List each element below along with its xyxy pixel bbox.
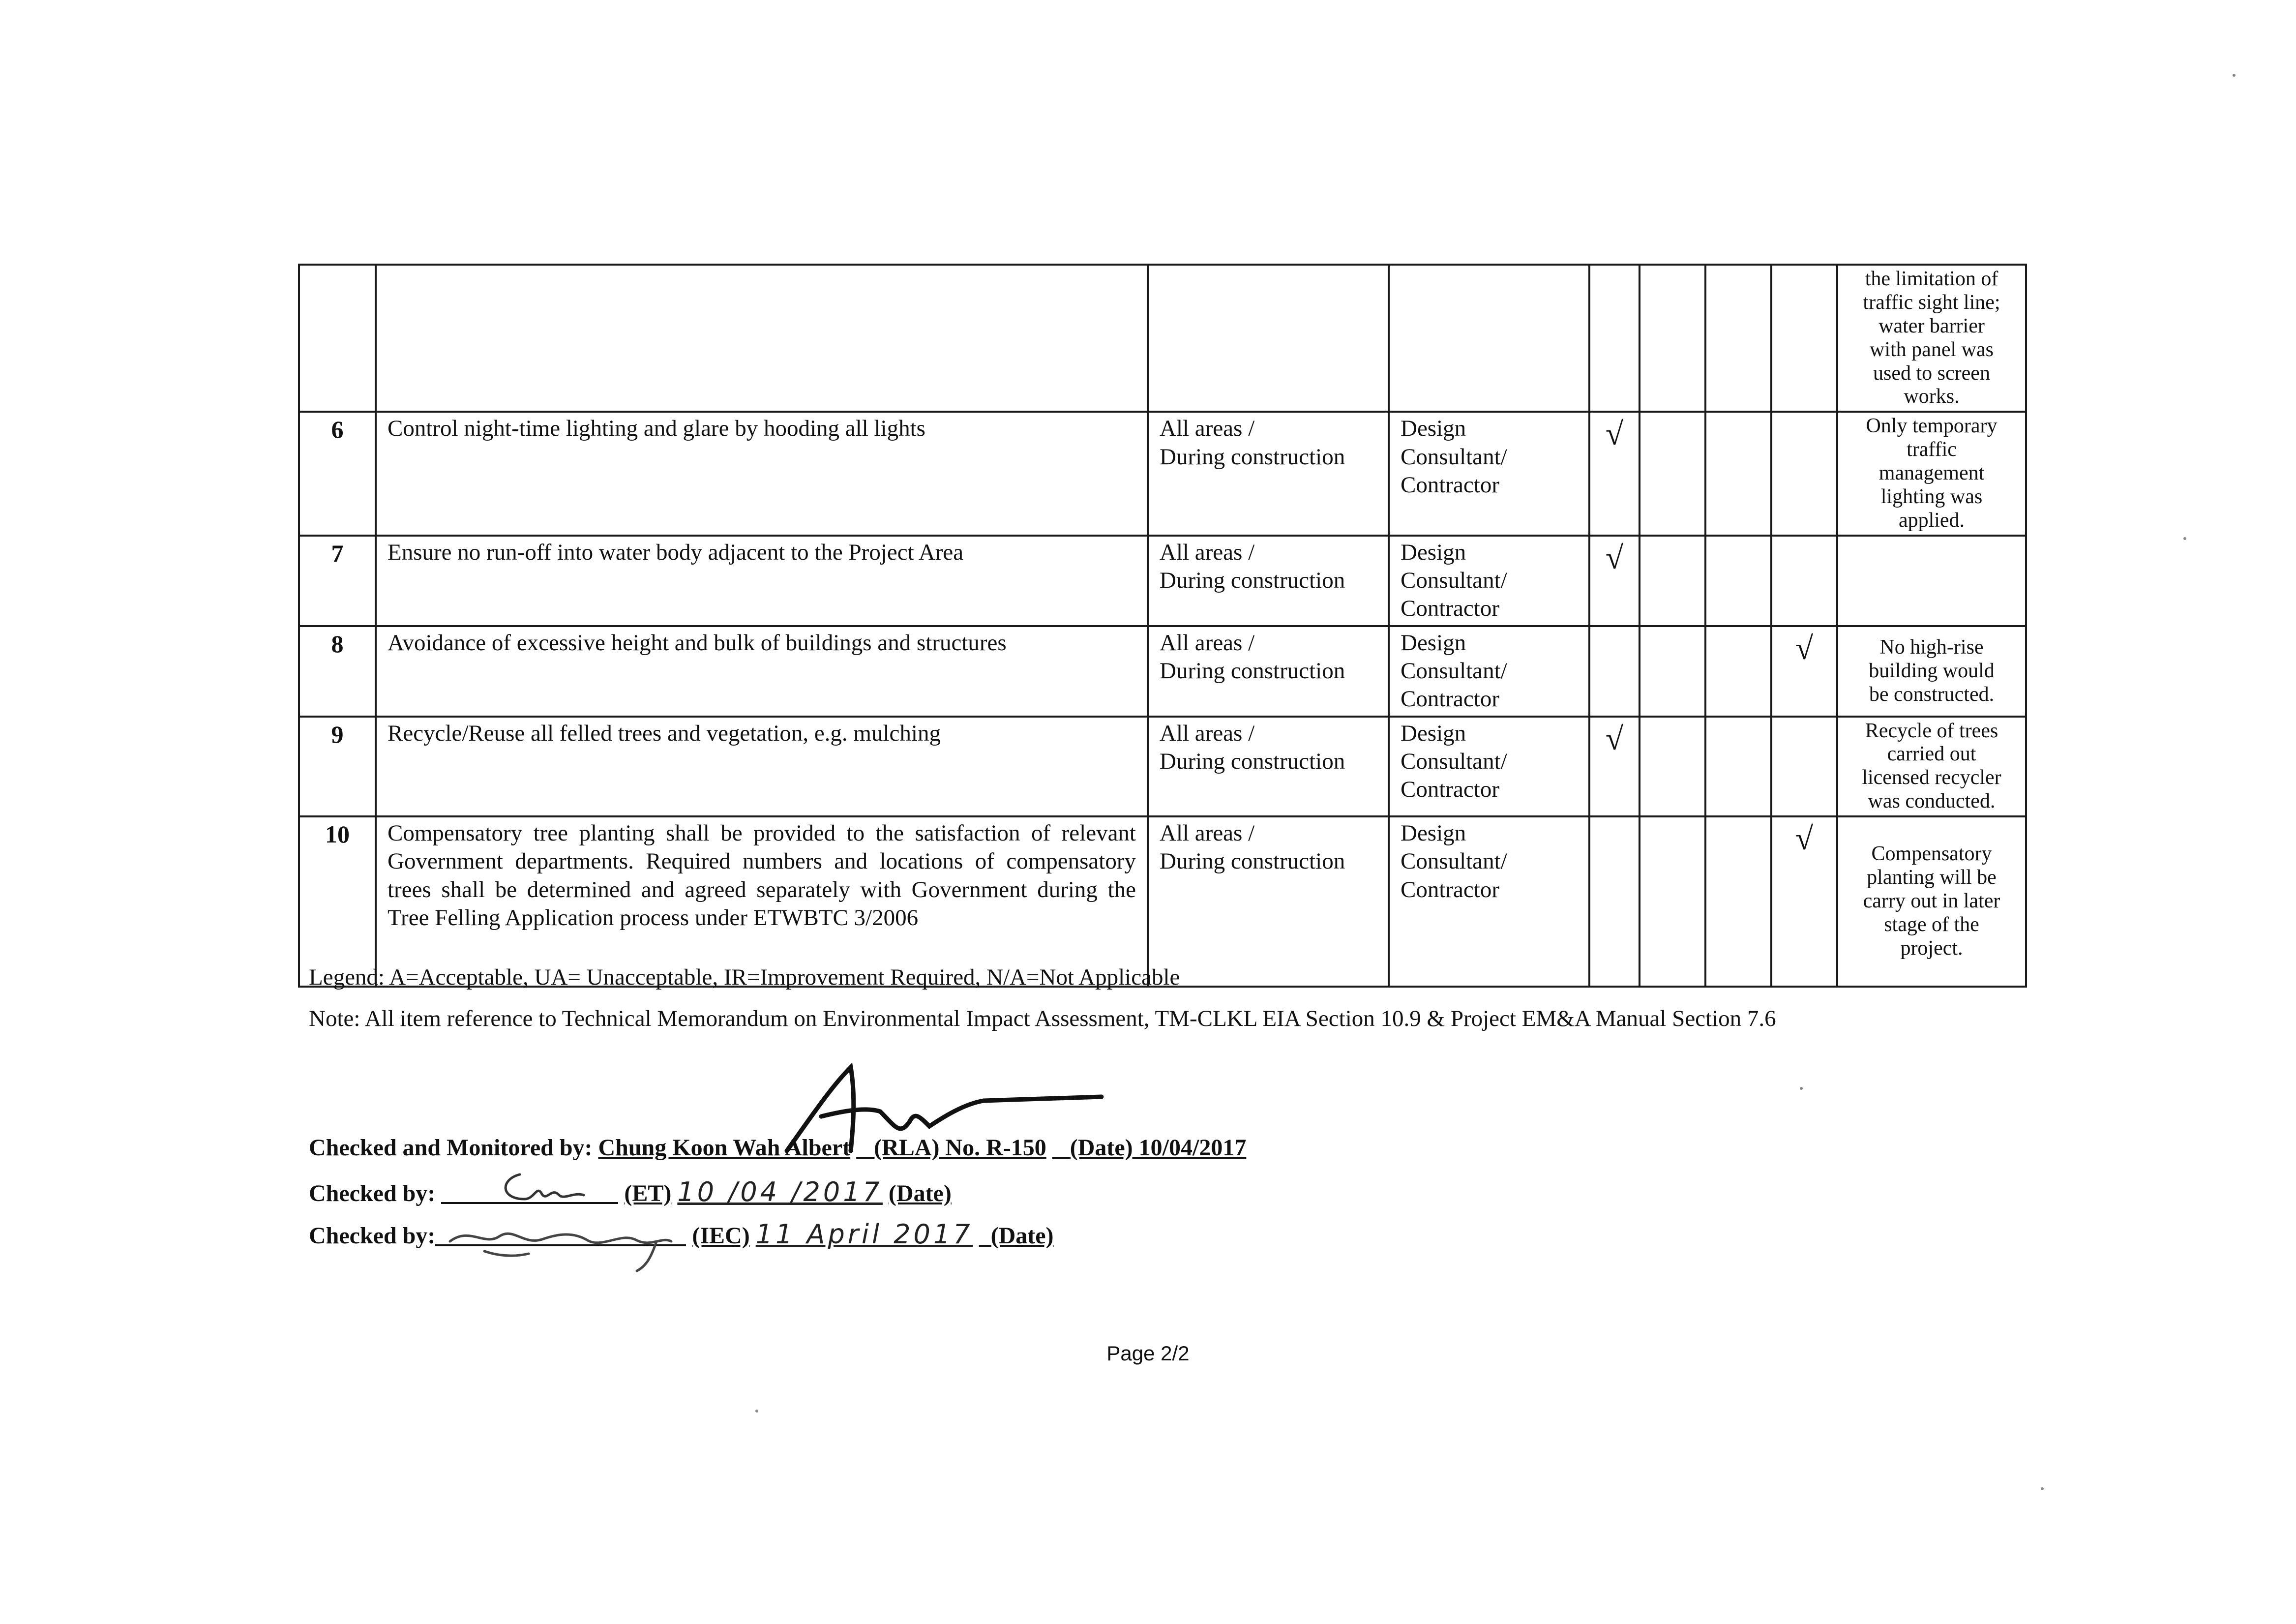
scan-speck (2183, 537, 2186, 540)
table-row (299, 265, 2026, 412)
scan-speck (1800, 1087, 1803, 1090)
location-timing: All areas / During construction (1148, 536, 1389, 626)
table-row (299, 816, 2026, 987)
status-a-cell (1589, 816, 1640, 987)
implementation-agent: Design Consultant/ Contractor (1389, 412, 1589, 535)
scan-speck (2041, 1487, 2044, 1490)
et-date-label: (Date) (888, 1180, 952, 1206)
status-a-cell (1589, 265, 1640, 412)
note-text: Note: All item reference to Technical Memorandum on Environmental Impact Assessment, TM-CLKL EIA Section 10.9 & Project EM&A Manual Section 7.6 (309, 1006, 1776, 1031)
implementation-agent: Design Consultant/ Contractor (1389, 816, 1589, 987)
status-ir-cell (1705, 536, 1771, 626)
monitored-label: Checked and Monitored by: (309, 1135, 593, 1161)
monitored-name: Chung Koon Wah Albert (598, 1135, 851, 1161)
scan-speck (755, 1410, 758, 1413)
table-row (299, 626, 2026, 717)
remarks (1837, 536, 2026, 626)
iec-date-label: (Date) (990, 1223, 1054, 1249)
status-a-checkmark: √ (1589, 536, 1640, 626)
monitored-registration: (RLA) No. R-150 (874, 1135, 1046, 1161)
status-ua-cell (1640, 265, 1705, 412)
status-a-checkmark: √ (1589, 412, 1640, 535)
status-na-cell (1771, 412, 1837, 535)
table-row (299, 412, 2026, 535)
remarks: Only temporary traffic management lighting was applied. (1837, 412, 2026, 535)
item-number: 8 (299, 626, 376, 717)
remarks: Compensatory planting will be carry out in later stage of the project. (1837, 816, 2026, 987)
status-ua-cell (1640, 816, 1705, 987)
status-ir-cell (1705, 412, 1771, 535)
implementation-agent: Design Consultant/ Contractor (1389, 717, 1589, 817)
item-number: 10 (299, 816, 376, 987)
checked-by-label: Checked by: (309, 1180, 436, 1206)
implementation-agent: Design Consultant/ Contractor (1389, 536, 1589, 626)
checked-by-label: Checked by: (309, 1223, 436, 1249)
status-na-checkmark: √ (1771, 626, 1837, 717)
mitigation-measure: Ensure no run-off into water body adjacent to the Project Area (376, 536, 1148, 626)
iec-signoff-line (309, 1219, 1054, 1250)
status-ir-cell (1705, 717, 1771, 817)
mitigation-measure: Recycle/Reuse all felled trees and vegetation, e.g. mulching (376, 717, 1148, 817)
implementation-agent: Design Consultant/ Contractor (1389, 626, 1589, 717)
mitigation-measure (376, 265, 1148, 412)
item-number (299, 265, 376, 412)
table-row (299, 536, 2026, 626)
monitored-date: (Date) 10/04/2017 (1070, 1135, 1247, 1161)
iec-label: (IEC) (692, 1223, 750, 1249)
et-handwritten-date: 10 /04 /2017 (677, 1176, 883, 1207)
status-ua-cell (1640, 536, 1705, 626)
location-timing: All areas / During construction (1148, 816, 1389, 987)
status-na-checkmark: √ (1771, 816, 1837, 987)
status-ir-cell (1705, 626, 1771, 717)
legend-text: Legend: A=Acceptable, UA= Unacceptable, IR=Improvement Required, N/A=Not Applicable (309, 964, 1180, 990)
status-na-cell (1771, 265, 1837, 412)
remarks: No high-rise building would be constructed. (1837, 626, 2026, 717)
status-a-cell (1589, 626, 1640, 717)
location-timing: All areas / During construction (1148, 626, 1389, 717)
location-timing (1148, 265, 1389, 412)
status-ir-cell (1705, 816, 1771, 987)
item-number: 9 (299, 717, 376, 817)
status-ua-cell (1640, 412, 1705, 535)
implementation-agent (1389, 265, 1589, 412)
iec-handwritten-date: 11 April 2017 (755, 1219, 973, 1250)
et-signature-blank (441, 1179, 618, 1204)
location-timing: All areas / During construction (1148, 717, 1389, 817)
iec-signature-blank (435, 1222, 686, 1246)
scan-speck (2233, 74, 2236, 77)
table-row (299, 717, 2026, 817)
location-timing: All areas / During construction (1148, 412, 1389, 535)
status-na-cell (1771, 717, 1837, 817)
mitigation-measure: Avoidance of excessive height and bulk of buildings and structures (376, 626, 1148, 717)
signature-iec (440, 1212, 686, 1276)
page-number: Page 2/2 (1106, 1342, 1190, 1365)
mitigation-measure: Control night-time lighting and glare by hooding all lights (376, 412, 1148, 535)
item-number: 7 (299, 536, 376, 626)
remarks: the limitation of traffic sight line; water barrier with panel was used to screen works. (1837, 265, 2026, 412)
et-signoff-line (309, 1176, 952, 1207)
status-a-checkmark: √ (1589, 717, 1640, 817)
signature-et (490, 1165, 589, 1209)
et-label: (ET) (624, 1180, 672, 1206)
mitigation-table (298, 264, 2027, 988)
status-ua-cell (1640, 626, 1705, 717)
mitigation-measure: Compensatory tree planting shall be provided to the satisfaction of relevant Government departments. Required numbers and locations of compensatory trees shall be determined and agreed separately with Government during the Tree Felling Application process under ETWBTC 3/2006 (376, 816, 1148, 987)
item-number: 6 (299, 412, 376, 535)
status-na-cell (1771, 536, 1837, 626)
status-ir-cell (1705, 265, 1771, 412)
monitored-signoff-line (309, 1134, 1246, 1161)
status-ua-cell (1640, 717, 1705, 817)
remarks: Recycle of trees carried out licensed recycler was conducted. (1837, 717, 2026, 817)
